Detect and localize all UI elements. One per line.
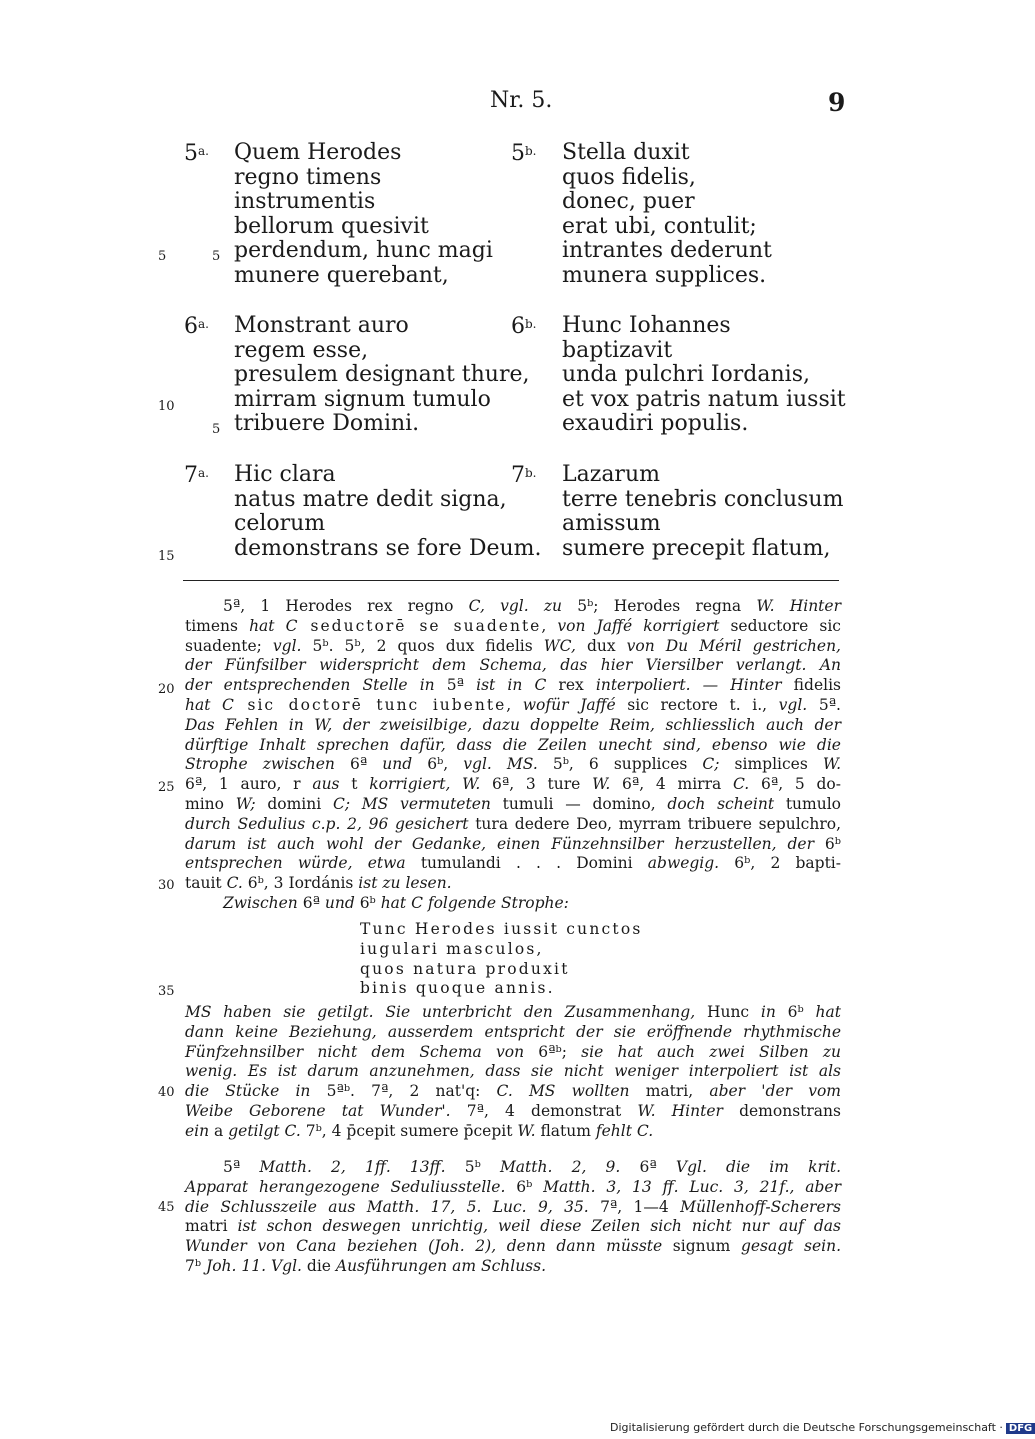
source-line: matri ist schon deswegen unrichtig, weil diese Zeilen sich nicht nur auf das [185,1217,841,1236]
verse-line: exaudiri populis. [562,411,749,437]
stanza-5b-number: $5^{b.}$ [511,141,537,166]
apparatus-line: die Stücke in 5ªᵇ. 7ª, 2 nat'q: C. MS wollten matri, aber 'der vom [185,1082,841,1101]
running-title: Nr. 5. [490,88,553,113]
verse-line: terre tenebris conclusum [562,486,844,512]
apparatus-line: hat C sic doctorē tunc iubente, wofür Jaffé sic rectore t. i., vgl. 5ª. [185,695,841,714]
verse-line: intrantes dederunt [562,238,772,264]
critical-apparatus-continued [185,1003,841,1142]
line-number: 5 [212,249,221,264]
verse-line: Stella duxit [562,140,690,165]
verse-line: amissum [562,511,661,537]
stanza-7a-number: $7^{a.}$ [184,463,209,488]
verse-line: sumere precepit flatum, [562,535,831,561]
stanza-6b-text [562,314,846,437]
line-number: 10 [158,399,175,414]
stanza-6a-text [234,314,530,437]
apparatus-line: MS haben sie getilgt. Sie unterbricht den Zusammenhang, Hunc in 6ᵇ hat [185,1003,841,1021]
stanza-6b-number: $6^{b.}$ [511,314,537,339]
line-number: 30 [158,878,175,893]
verse-line: unda pulchri Iordanis, [562,362,810,388]
verse-line: tribuere Domini. [234,411,420,437]
stanza-5a-text [234,141,493,289]
apparatus-line: ein a getilgt C. 7ᵇ, 4 p̄cepit sumere p̄cepit W. flatum fehlt C. [185,1121,654,1140]
verse-line: regem esse, [234,337,369,363]
apparatus-line: wenig. Es ist darum anzunehmen, dass sie nicht weniger interpoliert ist als [185,1062,841,1081]
verse-line: Monstrant auro [234,313,409,338]
verse-line: presulem designant thure, [234,362,530,388]
verse-line: Lazarum [562,462,660,487]
apparatus-line: Strophe zwischen 6ª und 6ᵇ, vgl. MS. 5ᵇ, 6 supplices C; simplices W. [185,755,842,774]
stanza-5b-text [562,141,772,289]
line-number: 5 [158,249,167,264]
apparatus-line: dürftige Inhalt sprechen dafür, dass die Zeilen unecht sind, ebenso wie die [185,735,841,754]
page-number: 9 [828,88,846,117]
source-line: Wunder von Cana beziehen (Joh. 2), denn dann müsste signum gesagt sein. [185,1237,841,1256]
footnote-divider [183,580,839,581]
dfg-logo: DFG [1006,1423,1035,1434]
verse-line: celorum [234,511,326,537]
verse-line: natus matre dedit signa, [234,486,507,512]
apparatus-line: suadente; vgl. 5ᵇ. 5ᵇ, 2 quos dux fidelis WC, dux von Du Méril gestrichen, [185,636,841,655]
apparatus-line: 5ª, 1 Herodes rex regno C, vgl. zu 5ᵇ; Herodes regna W. Hinter [223,597,841,615]
apparatus-line: Das Fehlen in W, der zweisilbige, dazu doppelte Reim, schliesslich auch der [185,715,841,734]
verse-line: mirram signum tumulo [234,386,491,412]
verse-line: Hunc Iohannes [562,313,731,338]
verse-line: Quem Herodes [234,140,402,165]
interpolated-strophe [360,920,643,999]
stanza-7b-text [562,463,843,561]
source-notes [185,1158,841,1277]
line-number: 35 [158,984,175,999]
stanza-7b-number: $7^{b.}$ [511,463,537,488]
source-line: Apparat herangezogene Seduliusstelle. 6ᵇ Matth. 3, 13 ff. Luc. 3, 21f., aber [185,1177,842,1196]
verse-line: quos fidelis, [562,164,696,190]
verse-line: perdendum, hunc magi [234,238,493,264]
verse-line: regno timens [234,164,382,190]
apparatus-line: Weibe Geborene tat Wunder'. 7ª, 4 demonstrat W. Hinter demonstrans [185,1101,841,1120]
strophe-line: binis quoque annis. [360,979,555,998]
line-number: 15 [158,549,175,564]
apparatus-line: Fünfzehnsilber nicht dem Schema von 6ªᵇ; sie hat auch zwei Silben zu [185,1042,841,1061]
line-number: 20 [158,682,175,697]
verse-line: munera supplices. [562,262,767,288]
verse-line: munere querebant, [234,262,449,288]
strophe-line: Tunc Herodes iussit cunctos [360,920,643,938]
apparatus-line: durch Sedulius c.p. 2, 96 gesichert tura dedere Deo, myrram tribuere sepulchro, [185,814,841,833]
verse-line: donec, puer [562,189,695,215]
verse-line: baptizavit [562,337,673,363]
source-line: 5ª Matth. 2, 1ff. 13ff. 5ᵇ Matth. 2, 9. 6ª Vgl. die im krit. [223,1158,841,1176]
verse-line: demonstrans se fore Deum. [234,535,542,561]
source-line: die Schlusszeile aus Matth. 17, 5. Luc. 9, 35. 7ª, 1—4 Müllenhoff-Scherers [185,1197,841,1216]
verse-line: bellorum quesivit [234,213,429,239]
strophe-line: iugulari masculos, [360,939,544,958]
apparatus-line: entsprechen würde, etwa tumulandi . . . Domini abwegig. 6ᵇ, 2 bapti- [185,854,842,873]
line-number: 45 [158,1200,175,1215]
apparatus-line: mino W; domini C; MS vermuteten tumuli — domino, doch scheint tumulo [185,794,842,813]
apparatus-line: der Fünfsilber widerspricht dem Schema, das hier Viersilber verlangt. An [185,656,841,675]
apparatus-line: Zwischen 6ª und 6ᵇ hat C folgende Strophe: [223,893,569,912]
verse-line: et vox patris natum iussit [562,386,846,412]
stanza-6a-number: $6^{a.}$ [184,314,209,339]
critical-apparatus [185,597,841,914]
apparatus-line: darum ist auch wohl der Gedanke, einen Fünzehnsilber herzustellen, der 6ᵇ [185,834,841,853]
apparatus-line: der entsprechenden Stelle in 5ª ist in C rex interpoliert. — Hinter fidelis [185,676,841,695]
strophe-line: quos natura produxit [360,959,570,978]
line-number: 40 [158,1085,175,1100]
verse-line: erat ubi, contulit; [562,213,757,239]
line-number: 25 [158,780,175,795]
source-line: 7ᵇ Joh. 11. Vgl. die Ausführungen am Schluss. [185,1256,547,1275]
stanza-7a-text [234,463,542,561]
digitization-footer [610,1421,1035,1434]
apparatus-line: timens hat C seductorē se suadente, von Jaffé korrigiert seductore sic [185,616,841,635]
stanza-5a-number: $5^{a.}$ [184,141,209,166]
verse-line: Hic clara [234,462,336,487]
apparatus-line: tauit C. 6ᵇ, 3 Iordánis ist zu lesen. [185,874,452,893]
verse-line: instrumentis [234,189,376,215]
apparatus-line: 6ª, 1 auro, r aus t korrigiert, W. 6ª, 3 ture W. 6ª, 4 mirra C. 6ª, 5 do- [185,775,841,794]
footer-text: Digitalisierung gefördert durch die Deutsche Forschungsgemeinschaft · [610,1421,1003,1434]
line-number: 5 [212,422,221,437]
apparatus-line: dann keine Beziehung, ausserdem entspricht der sie eröffnende rhythmische [185,1022,841,1041]
